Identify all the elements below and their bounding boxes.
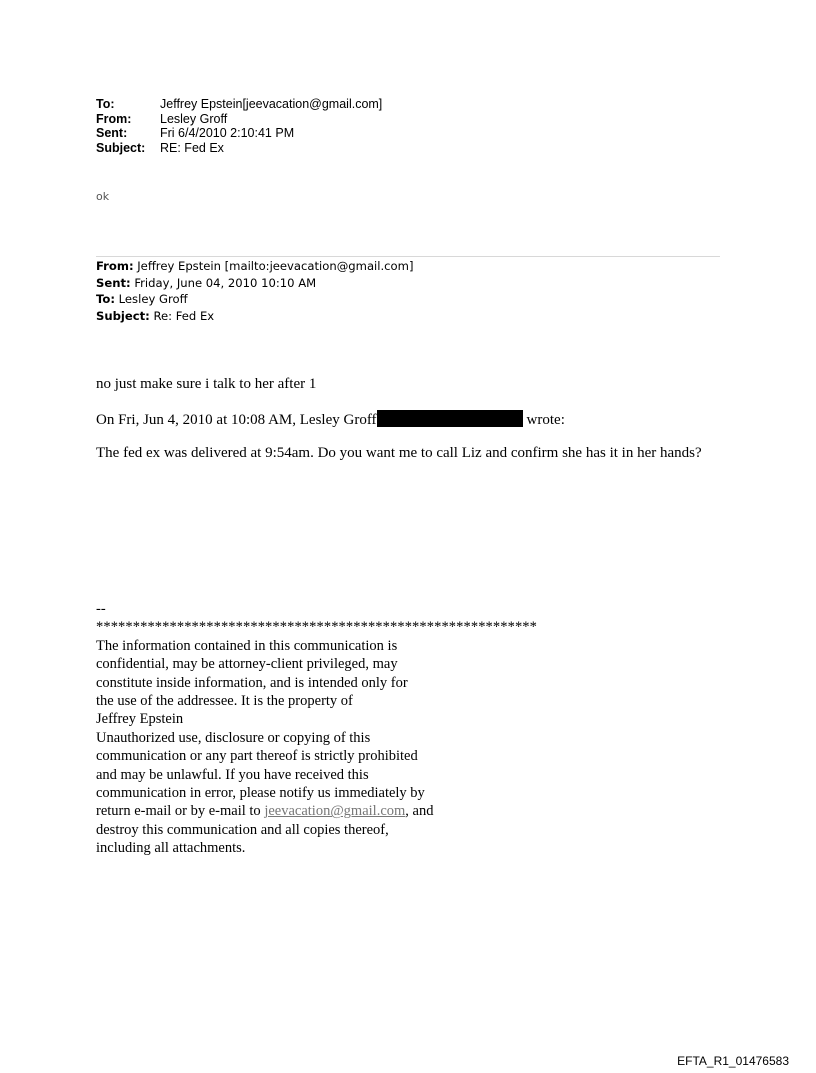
message-body-line: no just make sure i talk to her after 1 bbox=[96, 376, 317, 392]
original-to-label: To: bbox=[96, 292, 115, 306]
disclaimer-line: including all attachments. bbox=[96, 840, 246, 857]
sent-label: Sent: bbox=[96, 126, 128, 140]
email-link[interactable]: jeevacation@gmail.com bbox=[264, 803, 406, 820]
original-to-value: Lesley Groff bbox=[118, 292, 188, 306]
original-sent-label: Sent: bbox=[96, 275, 131, 290]
disclaimer-line-with-link bbox=[96, 802, 537, 820]
quote-suffix: wrote: bbox=[526, 412, 565, 428]
email-header bbox=[96, 97, 382, 155]
original-sent-value: Friday, June 04, 2010 10:10 AM bbox=[134, 275, 317, 290]
original-message-header bbox=[96, 258, 413, 324]
disclaimer-block bbox=[96, 600, 537, 858]
disclaimer-line: Jeffrey Epstein bbox=[96, 711, 184, 728]
original-sent-row bbox=[96, 275, 413, 292]
disclaimer-pre-link: return e-mail or by e-mail to bbox=[96, 803, 265, 820]
original-subject-value: Re: Fed Ex bbox=[153, 308, 215, 323]
from-label: From: bbox=[96, 111, 132, 126]
subject-row bbox=[96, 141, 382, 156]
disclaimer-line: the use of the addressee. It is the property of bbox=[96, 693, 353, 710]
document-id: EFTA_R1_01476583 bbox=[677, 1054, 789, 1068]
to-label: To: bbox=[96, 97, 115, 111]
disclaimer-line: constitute inside information, and is intended only for bbox=[96, 674, 408, 691]
quote-intro bbox=[96, 410, 565, 429]
original-subject-label: Subject: bbox=[96, 308, 150, 323]
subject-value: RE: Fed Ex bbox=[160, 140, 224, 155]
from-value: Lesley Groff bbox=[160, 111, 228, 126]
disclaimer-line: communication in error, please notify us immediately by bbox=[96, 785, 425, 802]
sent-value: Fri 6/4/2010 2:10:41 PM bbox=[160, 126, 295, 140]
disclaimer-line: and may be unlawful. If you have received this bbox=[96, 766, 369, 783]
original-from-row bbox=[96, 258, 413, 275]
original-to-row bbox=[96, 291, 413, 308]
quote-prefix: On Fri, Jun 4, 2010 at 10:08 AM, Lesley Groff bbox=[96, 412, 377, 428]
divider-line bbox=[96, 256, 720, 257]
signature-dashes: -- bbox=[96, 601, 106, 617]
disclaimer-line: communication or any part thereof is strictly prohibited bbox=[96, 748, 418, 765]
disclaimer-line: confidential, may be attorney-client privileged, may bbox=[96, 656, 398, 673]
disclaimer-post-link: , and bbox=[405, 803, 434, 820]
quoted-message: The fed ex was delivered at 9:54am. Do you want me to call Liz and confirm she has it in her hands? bbox=[96, 445, 702, 461]
to-value: Jeffrey Epstein[jeevacation@gmail.com] bbox=[160, 97, 383, 111]
original-from-label: From: bbox=[96, 259, 134, 273]
disclaimer-line: destroy this communication and all copies thereof, bbox=[96, 821, 389, 838]
redaction-box bbox=[377, 410, 523, 427]
to-row bbox=[96, 97, 382, 112]
disclaimer-line: Unauthorized use, disclosure or copying of this bbox=[96, 729, 371, 746]
sent-row bbox=[96, 126, 382, 141]
from-row bbox=[96, 112, 382, 127]
original-from-value: Jeffrey Epstein [mailto:jeevacation@gmail.com] bbox=[137, 259, 414, 273]
reply-text: ok bbox=[96, 190, 110, 203]
disclaimer-line: The information contained in this communication is bbox=[96, 637, 398, 654]
original-subject-row bbox=[96, 308, 413, 325]
subject-label: Subject: bbox=[96, 140, 146, 155]
stars-separator: ************************************************************ bbox=[96, 619, 537, 636]
